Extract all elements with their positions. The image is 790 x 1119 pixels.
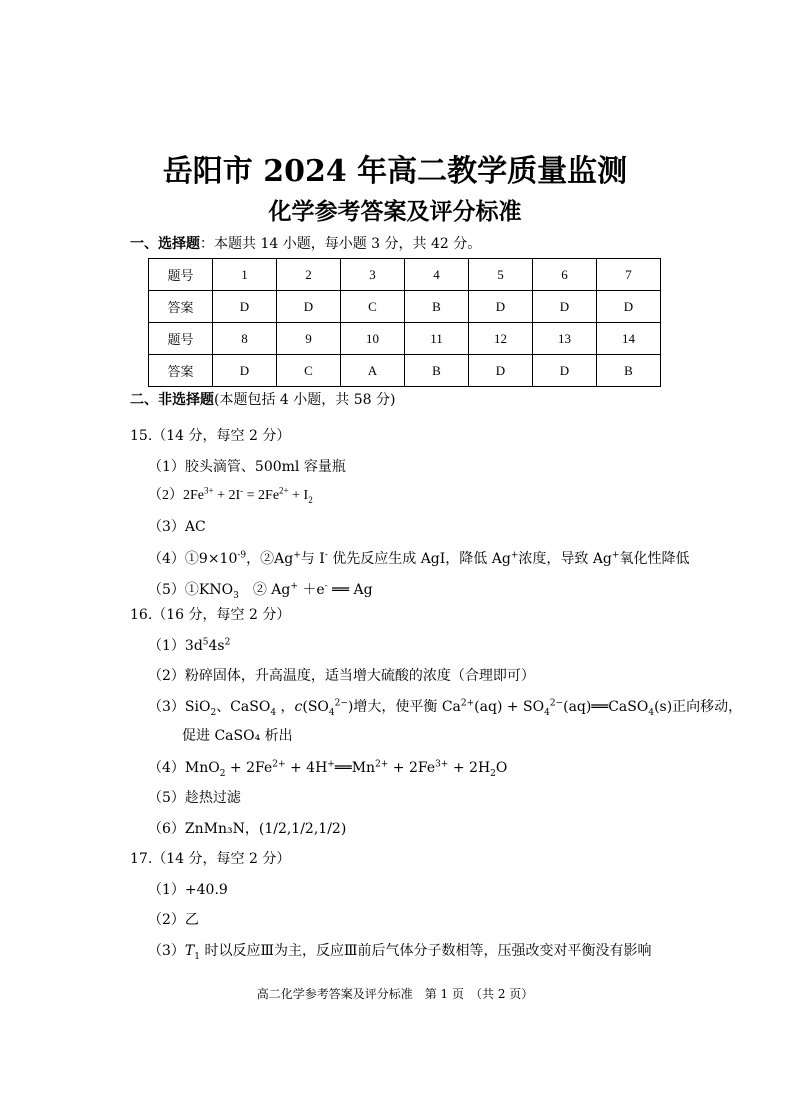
q15-answer-4: $(4)①9\times 10^{-9}$，②Ag+与 I- 优先反应生成 AgI，降低 Ag+浓度，导致 Ag+氧化性降低 bbox=[148, 550, 690, 567]
table-cell: C bbox=[341, 291, 405, 323]
table-row bbox=[149, 323, 661, 355]
section-2-heading bbox=[130, 389, 395, 409]
section-1-desc: ：本题共 14 小题，每小题 3 分，共 42 分。 bbox=[200, 236, 482, 252]
table-cell: A bbox=[341, 355, 405, 387]
q15-heading: 15.（14 分，每空 2 分） bbox=[130, 428, 291, 444]
q15-answer-5: $(5)①KNO_3$ ② Ag+ ＋e- ══ Ag bbox=[148, 581, 373, 601]
q16-answer-3-cont: 促进 CaSO₄ 析出 bbox=[182, 728, 293, 744]
table-cell: D bbox=[469, 355, 533, 387]
table-row bbox=[149, 355, 661, 387]
section-2-label: 二、非选择题 bbox=[130, 392, 214, 408]
q17-answer-3: $(3)T_1$ 时以反应Ⅲ为主，反应Ⅲ前后气体分子数相等，压强改变对平衡没有影响 bbox=[148, 943, 652, 962]
table-row bbox=[149, 259, 661, 291]
table-cell: D bbox=[469, 291, 533, 323]
q17-answer-2: （2）乙 bbox=[148, 912, 199, 928]
q17-heading: 17.（14 分，每空 2 分） bbox=[130, 851, 291, 867]
table-cell: 题号 bbox=[149, 323, 213, 355]
table-cell: 9 bbox=[277, 323, 341, 355]
section-1-heading bbox=[130, 233, 481, 253]
q16-answer-6: （6）ZnMn₃N，(1/2,1/2,1/2) bbox=[148, 821, 347, 837]
page-title: 岳阳市 2024 年高二教学质量监测 bbox=[162, 154, 628, 189]
table-cell: B bbox=[597, 355, 661, 387]
table-cell: D bbox=[597, 291, 661, 323]
q15-answer-1: （1）胶头滴管、500ml 容量瓶 bbox=[148, 459, 346, 475]
table-cell: C bbox=[277, 355, 341, 387]
table-cell: 答案 bbox=[149, 355, 213, 387]
table-cell: 2 bbox=[277, 259, 341, 291]
table-cell: D bbox=[533, 355, 597, 387]
table-cell: 10 bbox=[341, 323, 405, 355]
table-cell: D bbox=[213, 355, 277, 387]
q15-answer-3: （3）AC bbox=[148, 519, 206, 535]
q16-answer-1: $(1)3d^54s^2$ bbox=[148, 637, 231, 654]
q16-answer-5: （5）趁热过滤 bbox=[148, 790, 241, 806]
section-2-desc: (本题包括 4 小题，共 58 分) bbox=[214, 392, 396, 408]
table-cell: 4 bbox=[405, 259, 469, 291]
table-row bbox=[149, 291, 661, 323]
answer-table bbox=[148, 258, 661, 387]
table-cell: 8 bbox=[213, 323, 277, 355]
table-cell: 题号 bbox=[149, 259, 213, 291]
q15-answer-4-text: 优先反应生成 AgI，降低 Ag bbox=[327, 551, 511, 567]
q15-answer-4-text3: 氧化性降低 bbox=[619, 551, 690, 567]
q15-answer-4-text2: 浓度，导致 Ag bbox=[518, 551, 612, 567]
section-1-label: 一、选择题 bbox=[130, 236, 200, 252]
table-cell: 7 bbox=[597, 259, 661, 291]
table-cell: 12 bbox=[469, 323, 533, 355]
table-cell: 11 bbox=[405, 323, 469, 355]
table-cell: 1 bbox=[213, 259, 277, 291]
table-cell: 3 bbox=[341, 259, 405, 291]
q16-answer-4: $(4)MnO_2 + 2Fe^{2+}$ + $4H^+══Mn^{2+} + 2Fe^{3+} + 2H_2O$ bbox=[148, 759, 508, 779]
page-subtitle: 化学参考答案及评分标准 bbox=[268, 198, 522, 225]
table-cell: 6 bbox=[533, 259, 597, 291]
table-cell: D bbox=[213, 291, 277, 323]
table-cell: D bbox=[533, 291, 597, 323]
table-cell: B bbox=[405, 355, 469, 387]
table-cell: 14 bbox=[597, 323, 661, 355]
table-cell: 5 bbox=[469, 259, 533, 291]
q17-answer-3-text: 时以反应Ⅲ为主，反应Ⅲ前后气体分子数相等，压强改变对平衡没有影响 bbox=[200, 943, 652, 959]
table-cell: D bbox=[277, 291, 341, 323]
q16-heading: 16.（16 分，每空 2 分） bbox=[130, 607, 291, 623]
q16-answer-3: （3）SiO$_2$、CaSO$_4$ ，$c(SO_4^{2-})$增大，使平衡 $Ca^{2+}(aq)$ + $SO_4^{2-}(aq)══CaSO_4(s)$正向移动， bbox=[148, 698, 743, 718]
page-footer: 高二化学参考答案及评分标准 第 1 页 （共 2 页） bbox=[256, 987, 534, 1001]
table-cell: 答案 bbox=[149, 291, 213, 323]
q17-answer-1: （1）+40.9 bbox=[148, 882, 228, 898]
q16-answer-2: （2）粉碎固体，升高温度，适当增大硫酸的浓度（合理即可） bbox=[148, 668, 535, 684]
table-cell: B bbox=[405, 291, 469, 323]
q15-answer-2: $(2)2Fe^{3+} + 2I^- = 2Fe^{2+} + I_2$ bbox=[148, 485, 313, 505]
table-cell: 13 bbox=[533, 323, 597, 355]
